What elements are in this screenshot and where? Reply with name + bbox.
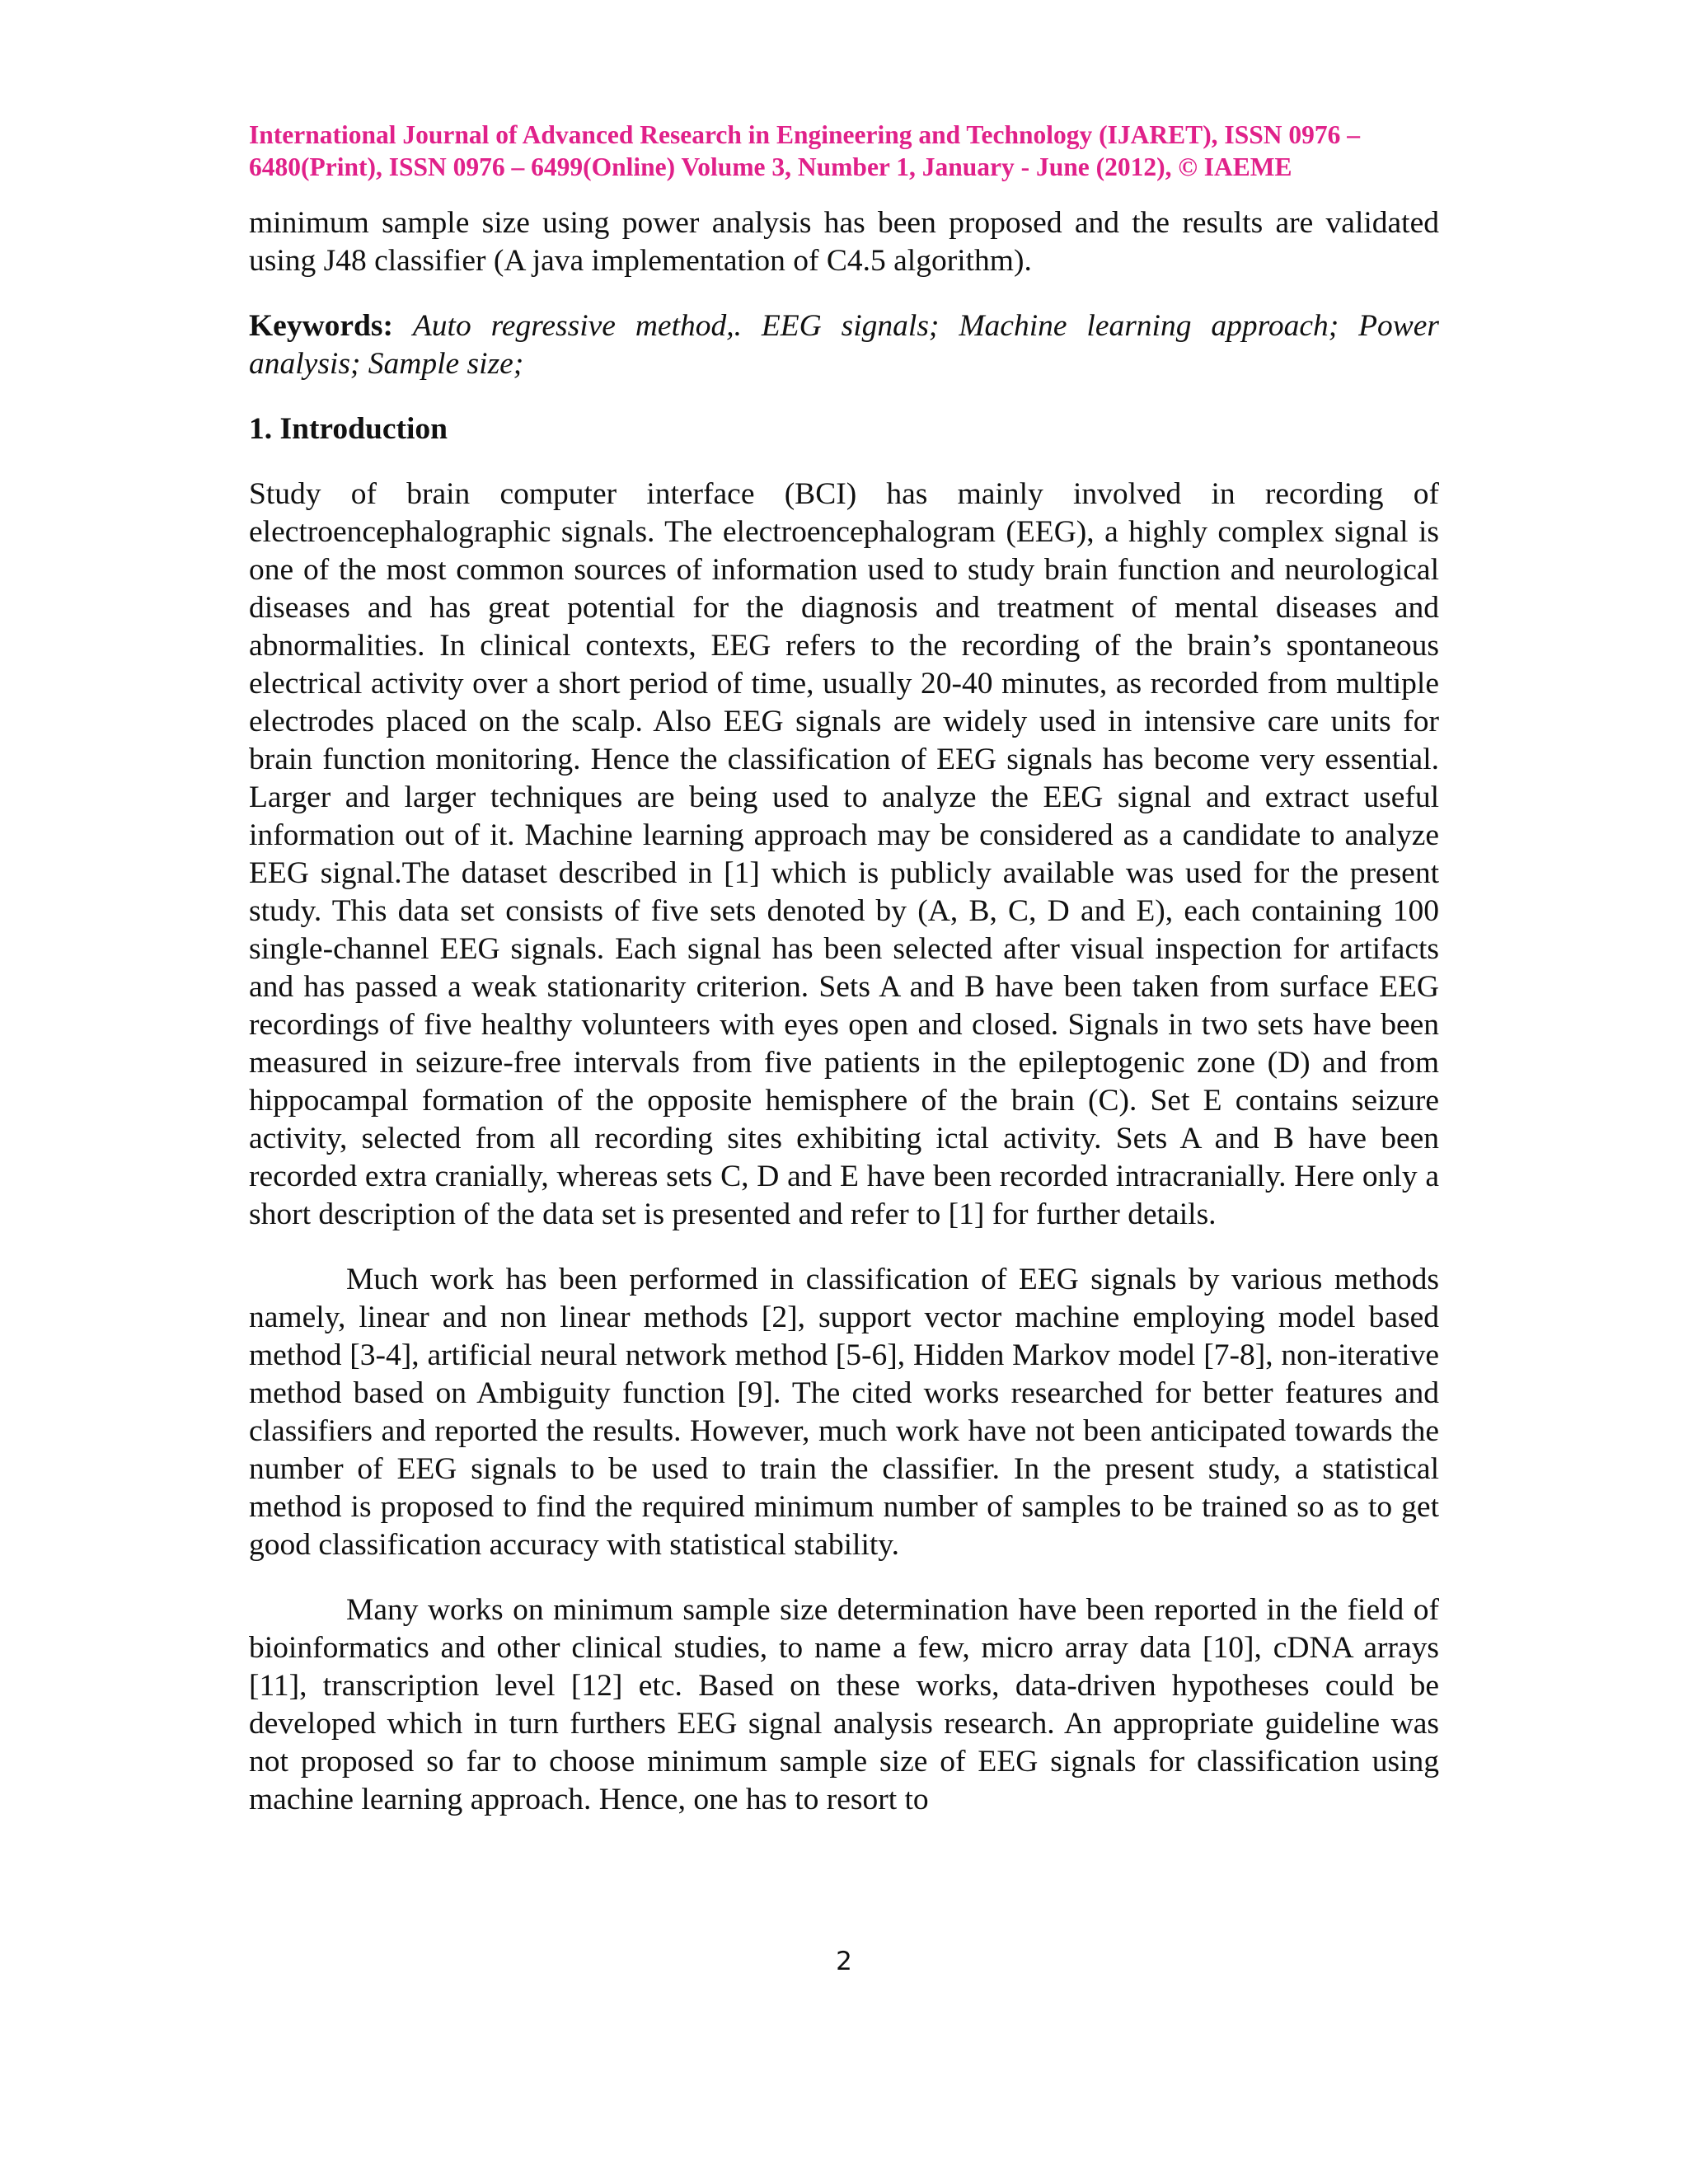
keywords: [249, 307, 1439, 383]
journal-header: [249, 119, 1439, 183]
journal-header-line-2: 6480(Print), ISSN 0976 – 6499(Online) Volume 3, Number 1, January - June (2012), © IAEME: [249, 152, 1292, 181]
intro-paragraph-3: Many works on minimum sample size determination have been reported in the field of bioinformatics and other clinical studies, to name a few, micro array data [10], cDNA arrays [11], transcription level [12] etc. Based on these works, data-driven hypotheses could be developed which in turn furthers EEG signal analysis research. An appropriate guideline was not proposed so far to choose minimum sample size of EEG signals for classification using machine learning approach. Hence, one has to resort to: [249, 1593, 1439, 1816]
abstract-tail: minimum sample size using power analysis has been proposed and the results are validated using J48 classifier (A java implementation of C4.5 algorithm).: [249, 206, 1439, 278]
page-number: 2: [836, 1947, 852, 1976]
intro-paragraph-1: Study of brain computer interface (BCI) has mainly involved in recording of electroencephalographic signals. The electroencephalogram (EEG), a highly complex signal is one of the most common sources of information used to study brain function and neurological diseases and has great potential for the diagnosis and treatment of mental diseases and abnormalities. In clinical contexts, EEG refers to the recording of the brain’s spontaneous electrical activity over a short period of time, usually 20-40 minutes, as recorded from multiple electrodes placed on the scalp. Also EEG signals are widely used in intensive care units for brain function monitoring. Hence the classification of EEG signals has become very essential. Larger and larger techniques are being used to analyze the EEG signal and extract useful information out of it. Machine learning approach may be considered as a candidate to analyze EEG signal.The dataset described in [1] which is publicly available was used for the present study. This data set consists of five sets denoted by (A, B, C, D and E), each containing 100 single-channel EEG signals. Each signal has been selected after visual inspection for artifacts and has passed a weak stationarity criterion. Sets A and B have been taken from surface EEG recordings of five healthy volunteers with eyes open and closed. Signals in two sets have been measured in seizure-free intervals from five patients in the epileptogenic zone (D) and from hippocampal formation of the opposite hemisphere of the brain (C). Set E contains seizure activity, selected from all recording sites exhibiting ictal activity. Sets A and B have been recorded extra cranially, whereas sets C, D and E have been recorded intracranially. Here only a short description of the data set is presented and refer to [1] for further details.: [249, 477, 1439, 1231]
section-heading: 1. Introduction: [249, 412, 448, 446]
keywords-label: Keywords:: [249, 309, 393, 343]
journal-header-line-1: International Journal of Advanced Research in Engineering and Technology (IJARET), ISSN 0976 –: [249, 120, 1360, 149]
page-body: [249, 119, 1439, 1846]
intro-paragraph-2: Much work has been performed in classification of EEG signals by various methods namely, linear and non linear methods [2], support vector machine employing model based method [3-4], artificial neural network method [5-6], Hidden Markov model [7-8], non-iterative method based on Ambiguity function [9]. The cited works researched for better features and classifiers and reported the results. However, much work have not been anticipated towards the number of EEG signals to be used to train the classifier. In the present study, a statistical method is proposed to find the required minimum number of samples to be trained so as to get good classification accuracy with statistical stability.: [249, 1263, 1439, 1562]
keywords-text: Auto regressive method,. EEG signals; Machine learning approach; Power analysis; Sample size;: [249, 309, 1440, 381]
